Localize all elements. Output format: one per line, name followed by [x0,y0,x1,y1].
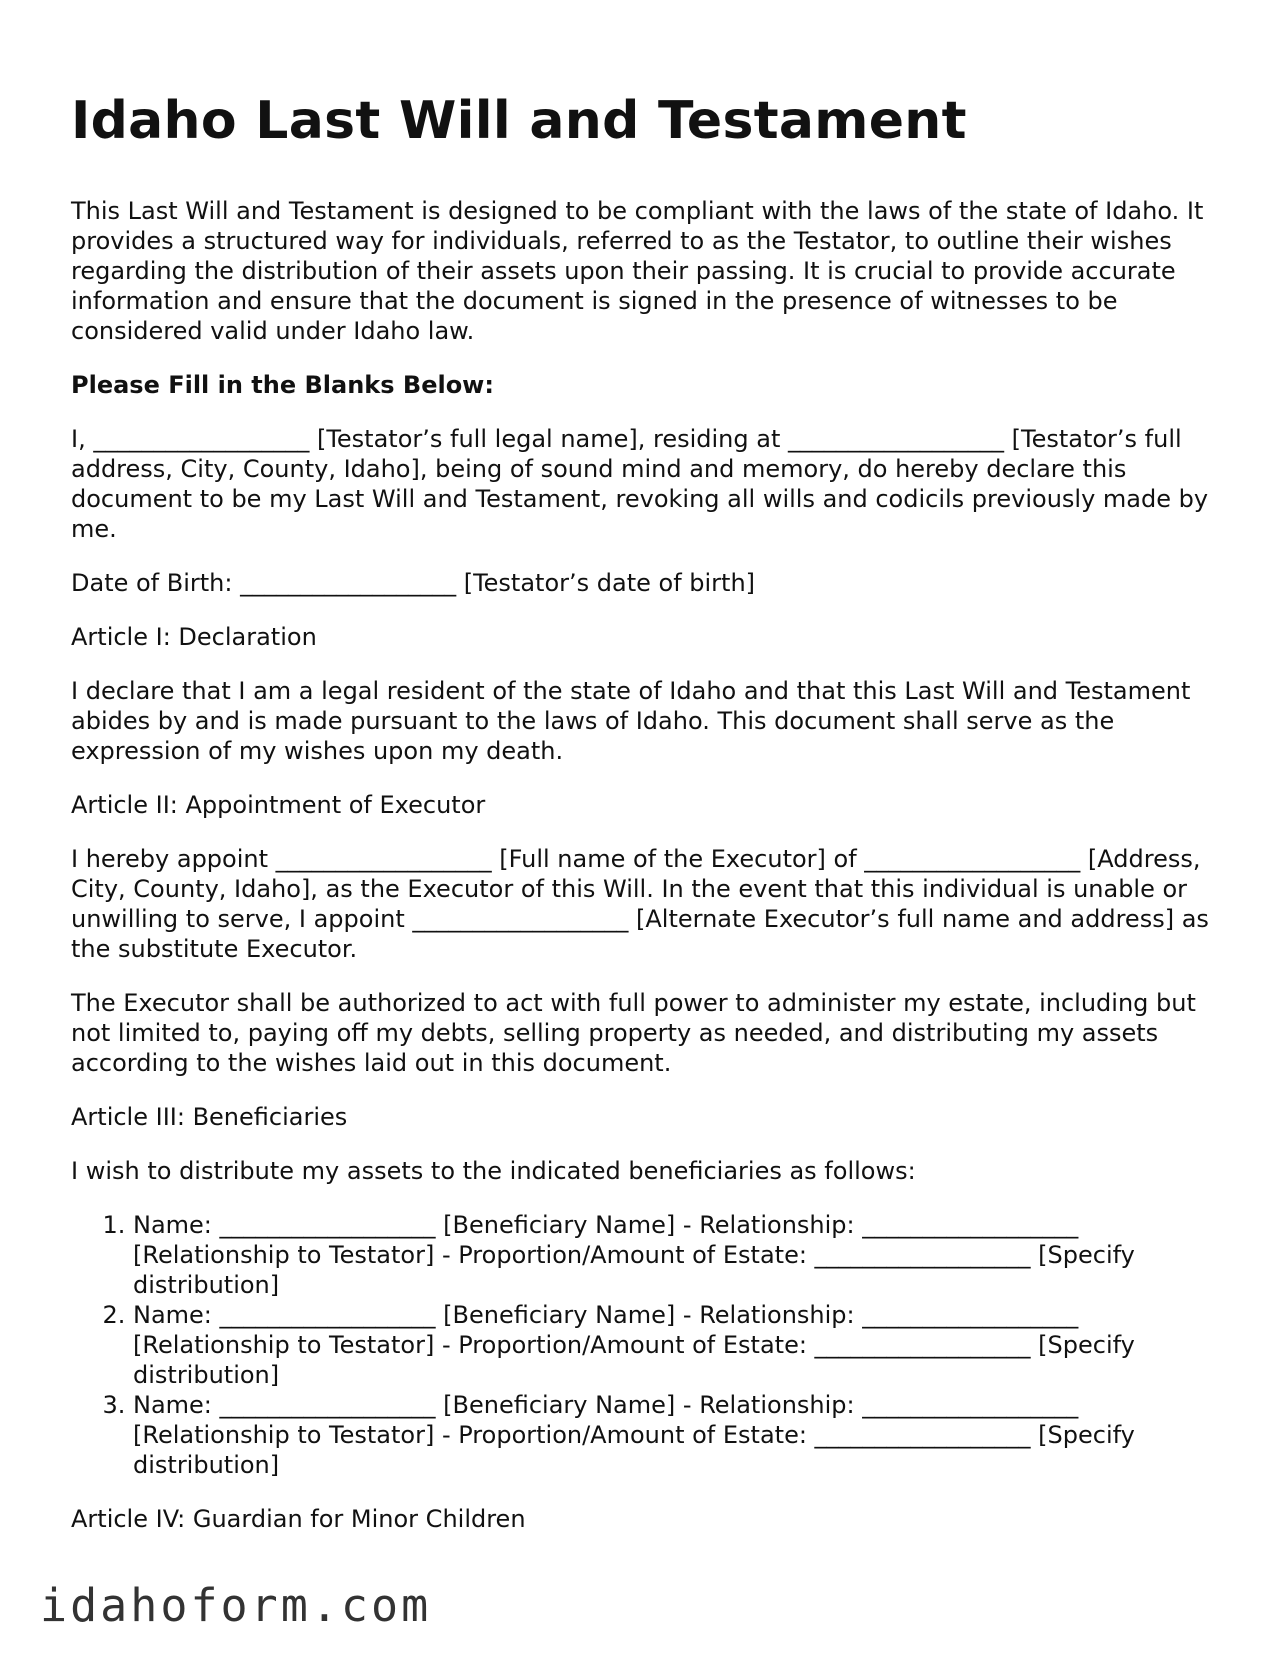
article-3-heading: Article III: Beneficiaries [71,1103,348,1131]
article-2-heading: Article II: Appointment of Executor [71,791,486,819]
beneficiary-item: 1. Name: __________________ [Beneficiary Name] - Relationship: __________________ [Relationship to Testator] - Proportion/Amount of Estate: __________________ [Specify distribution] [133,1210,1221,1300]
article-4-heading: Article IV: Guardian for Minor Children [71,1505,526,1533]
beneficiary-item: 3. Name: __________________ [Beneficiary Name] - Relationship: __________________ [Relationship to Testator] - Proportion/Amount of Estate: __________________ [Specify distribution] [133,1390,1221,1480]
beneficiary-list [71,1210,1221,1480]
article-2-text-authority: The Executor shall be authorized to act with full power to administer my estate, including but not limited to, paying off my debts, selling property as needed, and distributing my assets according to the wishes laid out in this document. [71,989,1196,1077]
declaration-paragraph: I, __________________ [Testator’s full legal name], residing at __________________ [Testator’s full address, City, County, Idaho], being of sound mind and memory, do hereby declare this document to be my Last Will and Testament, revoking all wills and codicils previously made by me. [71,425,1209,543]
article-3-intro: I wish to distribute my assets to the indicated beneficiaries as follows: [71,1157,916,1185]
watermark-logo: idahoform.com [40,1579,432,1632]
intro-paragraph: This Last Will and Testament is designed to be compliant with the laws of the state of Idaho. It provides a structured way for individuals, referred to as the Testator, to outline their wishes regarding the distribution of their assets upon their passing. It is crucial to provide accurate information and ensure that the document is signed in the presence of witnesses to be considered valid under Idaho law. [71,197,1204,345]
date-of-birth-line: Date of Birth: __________________ [Testator’s date of birth] [71,569,756,597]
fill-heading: Please Fill in the Blanks Below: [71,371,494,399]
article-2-text-appointment: I hereby appoint __________________ [Full name of the Executor] of __________________ [Address, City, County, Idaho], as the Executor of this Will. In the event that this individual is unable or unwilling to serve, I appoint __________________ [Alternate Executor’s full name and address] as the substitute Executor. [71,845,1209,963]
article-1-text: I declare that I am a legal resident of the state of Idaho and that this Last Will and Testament abides by and is made pursuant to the laws of Idaho. This document shall serve as the expression of my wishes upon my death. [71,677,1191,765]
article-1-heading: Article I: Declaration [71,623,317,651]
page-title: Idaho Last Will and Testament [71,91,967,151]
beneficiary-item: 2. Name: __________________ [Beneficiary Name] - Relationship: __________________ [Relationship to Testator] - Proportion/Amount of Estate: __________________ [Specify distribution] [133,1300,1221,1390]
document-page [71,80,1221,1558]
